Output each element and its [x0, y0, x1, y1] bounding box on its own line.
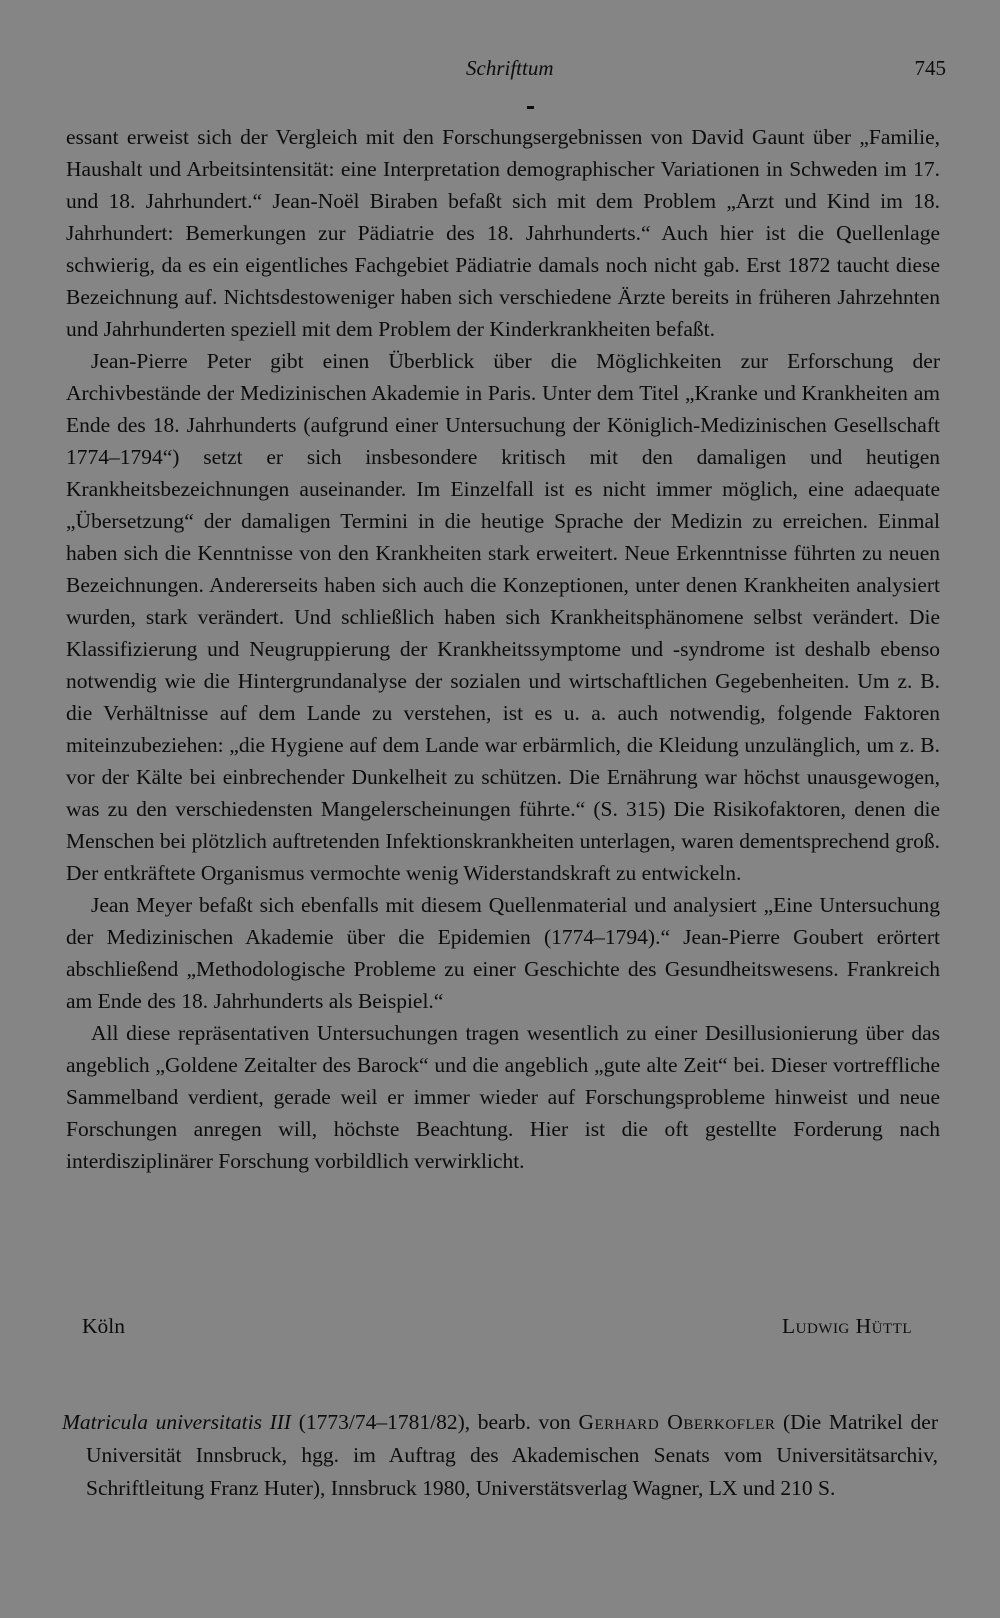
review-body	[66, 121, 940, 1177]
paragraph-3: Jean Meyer befaßt sich ebenfalls mit diesem Quellenmaterial und analysiert „Eine Untersuchung der Medizinischen Akademie über die Epidemien (1774–1794).“ Jean-Pierre Goubert erörtert abschließend „Methodologische Probleme zu einer Geschichte des Gesundheitswesens. Frankreich am Ende des 18. Jahrhunderts als Beispiel.“	[66, 893, 940, 1013]
running-head	[0, 56, 1000, 84]
citation-after-title: (1773/74–1781/82), bearb. von	[291, 1410, 579, 1434]
signature-place: Köln	[82, 1314, 125, 1338]
paragraph-2: Jean-Pierre Peter gibt einen Überblick über die Möglichkeiten zur Erforschung der Archivbestände der Medizinischen Akademie in Paris. Unter dem Titel „Kranke und Krankheiten am Ende des 18. Jahrhunderts (aufgrund einer Untersuchung der Königlich-Medizinischen Gesellschaft 1774–1794“) setzt er sich insbesondere kritisch mit den damaligen und heutigen Krankheitsbezeichnungen auseinander. Im Einzelfall ist es nicht immer möglich, eine adaequate „Übersetzung“ der damaligen Termini in die heutige Sprache der Medizin zu erreichen. Einmal haben sich die Kenntnisse von den Krankheiten stark erweitert. Neue Erkenntnisse führten zu neuen Bezeichnungen. Andererseits haben sich auch die Konzeptionen, unter denen Krankheiten analysiert wurden, stark verändert. Und schließlich haben sich Krankheitsphänomene selbst verändert. Die Klassifizierung und Neugruppierung der Krankheitssymptome und -syndrome ist deshalb ebenso notwendig wie die Hintergrundanalyse der sozialen und wirtschaftlichen Gegebenheiten. Um z. B. die Verhältnisse auf dem Lande zu verstehen, ist es u. a. auch notwendig, folgende Faktoren miteinzubeziehen: „die Hygiene auf dem Lande war erbärmlich, die Kleidung unzulänglich, um z. B. vor der Kälte bei einbrechender Dunkelheit zu schützen. Die Ernährung war höchst unausgewogen, was zu den verschiedensten Mangelerscheinungen führte.“ (S. 315) Die Risikofaktoren, denen die Menschen bei plötzlich auftretenden Infektionskrankheiten unterlagen, waren dementsprechend groß. Der entkräftete Organismus vermochte wenig Widerstandskraft zu entwickeln.	[66, 349, 940, 885]
paragraph-1: essant erweist sich der Vergleich mit den Forschungsergebnissen von David Gaunt über „Familie, Haushalt und Arbeitsintensität: eine Interpretation demographischer Variationen in Schweden im 17. und 18. Jahrhundert.“ Jean-Noël Biraben befaßt sich mit dem Problem „Arzt und Kind im 18. Jahrhundert: Bemerkungen zur Pädiatrie des 18. Jahrhunderts.“ Auch hier ist die Quellenlage schwierig, da es ein eigentliches Fachgebiet Pädiatrie damals noch nicht gab. Erst 1872 taucht diese Bezeichnung auf. Nichtsdestoweniger haben sich verschiedene Ärzte bereits in früheren Jahrzehnten und Jahrhunderten speziell mit dem Problem der Kinderkrankheiten befaßt.	[66, 125, 940, 341]
next-review-citation	[62, 1406, 938, 1505]
paragraph-4: All diese repräsentativen Untersuchungen tragen wesentlich zu einer Desillusionierung über das angeblich „Goldene Zeitalter des Barock“ und die angeblich „gute alte Zeit“ bei. Dieser vortreffliche Sammelband verdient, gerade weil er immer wieder auf Forschungsprobleme hinweist und neue Forschungen anregen will, höchste Beachtung. Hier ist die oft gestellte Forderung nach interdisziplinärer Forschung vorbildlich verwirklicht.	[66, 1021, 940, 1173]
running-head-title: Schrifttum	[466, 56, 554, 80]
printer-mark	[527, 106, 534, 109]
page-number: 745	[914, 56, 946, 80]
citation-rest: (Die Matrikel der Universität Innsbruck, hgg. im Auftrag des Akademischen Senats vom Universitätsarchiv, Schriftleitung Franz Huter), Innsbruck 1980, Universtätsverlag Wagner, LX und 210 S.	[86, 1410, 938, 1500]
review-signature	[82, 1310, 912, 1342]
citation-title: Matricula universitatis III	[62, 1410, 292, 1434]
signature-author: Ludwig Hüttl	[781, 1314, 912, 1338]
citation-editor: Gerhard Oberkofler	[578, 1410, 776, 1434]
